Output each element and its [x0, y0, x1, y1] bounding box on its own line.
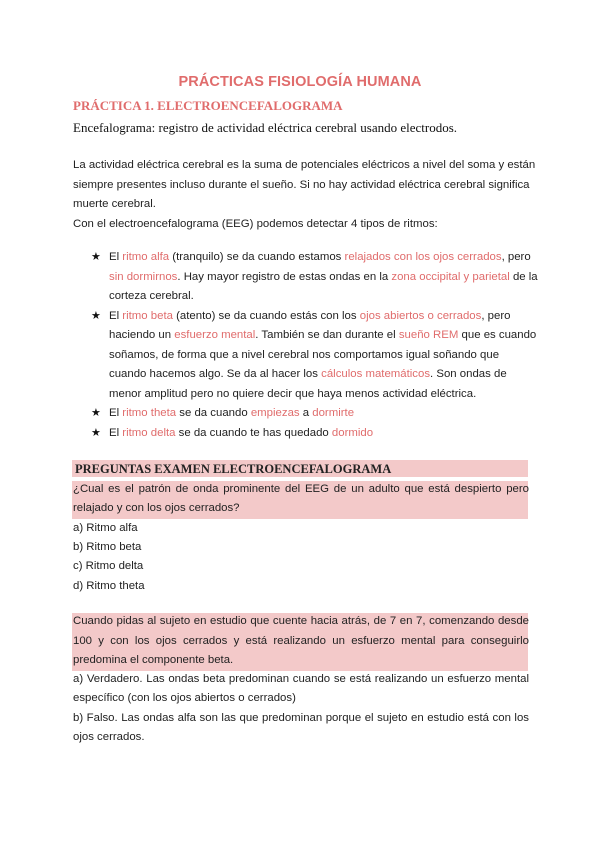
term-sin-dormirnos: sin dormirnos	[109, 270, 178, 283]
term-zona-occipital: zona occipital y parietal	[391, 270, 510, 283]
term-ritmo-delta: ritmo delta	[122, 426, 176, 439]
term-ritmo-beta: ritmo beta	[122, 309, 173, 322]
term-ritmo-theta: ritmo theta	[122, 407, 177, 419]
star-bullet-icon: ★	[91, 309, 101, 322]
term-dormido: dormido	[331, 426, 374, 439]
term-ritmo-alfa: ritmo alfa	[122, 251, 170, 263]
term-calculos: cálculos matemáticos	[321, 368, 431, 380]
term-empiezas: empiezas	[250, 407, 300, 419]
rhythm-list	[91, 248, 538, 443]
answer-false: b) Falso. Las ondas alfa son las que predominan porque el sujeto en estudio está con los	[73, 712, 529, 724]
page-title: PRÁCTICAS FISIOLOGÍA HUMANA	[178, 74, 422, 90]
intro-paragraph	[73, 156, 536, 234]
list-item-theta: ★ El ritmo theta se da cuando empiezas a dormirte	[91, 404, 529, 424]
answer-option: d) Ritmo theta	[73, 580, 145, 592]
star-bullet-icon: ★	[91, 426, 101, 439]
star-bullet-icon: ★	[91, 407, 101, 419]
intro-line: muerte cerebral.	[73, 198, 156, 210]
list-item-delta: ★ El ritmo delta se da cuando te has quedado dormido	[91, 424, 529, 444]
answer-true: específico (con los ojos abiertos o cerrados)	[73, 692, 296, 704]
term-relajados: relajados con los ojos cerrados	[344, 251, 502, 263]
practice-heading: PRÁCTICA 1. ELECTROENCEFALOGRAMA	[73, 98, 343, 113]
question-2-line: Cuando pidas al sujeto en estudio que cuente hacia atrás, de 7 en 7, comenzando desde	[73, 615, 529, 627]
answer-true: a) Verdadero. Las ondas beta predominan cuando se está realizando un esfuerzo mental	[73, 673, 529, 685]
term-sueno-rem: sueño REM	[398, 329, 459, 341]
answer-false: ojos cerrados.	[73, 731, 145, 743]
intro-line: siempre presentes incluso durante el sueño. Si no hay actividad eléctrica cerebral significa	[73, 178, 530, 191]
star-bullet-icon: ★	[91, 251, 101, 263]
question-1-line: relajado y con los ojos cerrados?	[73, 502, 240, 514]
intro-line: Con el electroencefalograma (EEG) podemos detectar 4 tipos de ritmos:	[73, 217, 438, 230]
question-2-line: 100 y con los ojos cerrados y está realizando un esfuerzo mental para conseguirlo	[73, 635, 529, 647]
answer-option-correct: a) Ritmo alfa	[73, 522, 138, 534]
answer-option: b) Ritmo beta	[73, 541, 142, 553]
term-dormirte: dormirte	[312, 407, 355, 419]
definition-text: Encefalograma: registro de actividad eléctrica cerebral usando electrodos.	[73, 120, 458, 135]
list-item-beta: ★ El ritmo beta (atento) se da cuando estás con los ojos abiertos o cerrados, pero haciendo un esfuerzo mental. También se dan durante el sueño REM que es cuando soñamos, de forma que a nivel cerebral nos comportamos igual soñando que cuando hacemos algo. Se da al hacer los cálculos matemáticos. Son ondas de menor amplitud pero no quiere decir que haya menos actividad eléctrica.	[91, 307, 529, 405]
question-1-line: ¿Cual es el patrón de onda prominente del EEG de un adulto que está despierto pero	[73, 483, 529, 495]
intro-line: La actividad eléctrica cerebral es la suma de potenciales eléctricos a nivel del soma y están	[73, 159, 536, 171]
exam-heading: PREGUNTAS EXAMEN ELECTROENCEFALOGRAMA	[75, 462, 392, 476]
answer-option: c) Ritmo delta	[73, 560, 144, 572]
list-item-alfa: ★ El ritmo alfa (tranquilo) se da cuando estamos relajados con los ojos cerrados, pero sin dormirnos. Hay mayor registro de estas ondas en la zona occipital y parietal de la corteza cerebral.	[91, 248, 529, 307]
term-ojos-abiertos: ojos abiertos o cerrados	[359, 309, 482, 322]
term-esfuerzo-mental: esfuerzo mental	[174, 329, 256, 341]
question-2-line: predomina el componente beta.	[73, 654, 234, 666]
